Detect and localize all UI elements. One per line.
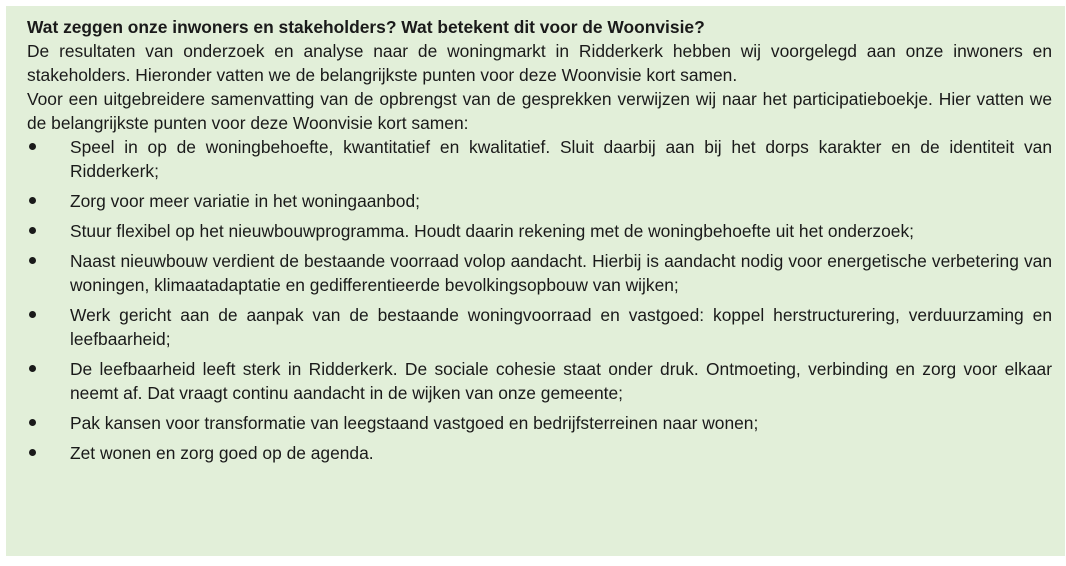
list-item-text: Stuur flexibel op het nieuwbouwprogramma. Houdt daarin rekening met de woningbehoefte uit het onderzoek; <box>70 221 914 241</box>
intro-paragraph: De resultaten van onderzoek en analyse naar de woningmarkt in Ridderkerk hebben wij voorgelegd aan onze inwoners en stakeholders. Hieronder vatten we de belangrijkste punten voor deze Woonvisie kort samen. <box>27 41 1052 85</box>
list-item <box>27 303 1052 351</box>
bullet-icon <box>29 227 36 234</box>
list-item-text: Werk gericht aan de aanpak van de bestaande woningvoorraad en vastgoed: koppel herstructurering, verduurzaming en leefbaarheid; <box>70 305 1052 349</box>
list-item-text: De leefbaarheid leeft sterk in Ridderkerk. De sociale cohesie staat onder druk. Ontmoeting, verbinding en zorg voor elkaar neemt af. Dat vraagt continu aandacht in de wijken van onze gemeente; <box>70 359 1052 403</box>
list-item <box>27 135 1052 183</box>
bullet-icon <box>29 197 36 204</box>
list-item-text: Zet wonen en zorg goed op de agenda. <box>70 443 374 463</box>
list-item <box>27 219 1052 243</box>
list-item <box>27 249 1052 297</box>
bullet-icon <box>29 419 36 426</box>
list-item <box>27 411 1052 435</box>
bullet-icon <box>29 365 36 372</box>
list-item <box>27 441 1052 465</box>
list-item <box>27 357 1052 405</box>
list-item-text: Naast nieuwbouw verdient de bestaande voorraad volop aandacht. Hierbij is aandacht nodig voor energetische verbetering van woningen, klimaatadaptatie en gedifferentieerde bevolkingsopbouw van wijken; <box>70 251 1052 295</box>
list-item-text: Zorg voor meer variatie in het woningaanbod; <box>70 191 420 211</box>
summary-box <box>6 6 1065 556</box>
bullet-icon <box>29 449 36 456</box>
bullet-icon <box>29 257 36 264</box>
bullet-icon <box>29 143 36 150</box>
list-item <box>27 189 1052 213</box>
list-item-text: Speel in op de woningbehoefte, kwantitatief en kwalitatief. Sluit daarbij aan bij het dorps karakter en de identiteit van Ridderkerk; <box>70 137 1052 181</box>
list-item-text: Pak kansen voor transformatie van leegstaand vastgoed en bedrijfsterreinen naar wonen; <box>70 413 759 433</box>
bullet-icon <box>29 311 36 318</box>
summary-paragraph: Voor een uitgebreidere samenvatting van de opbrengst van de gesprekken verwijzen wij naar het participatieboekje. Hier vatten we de belangrijkste punten voor deze Woonvisie kort samen: <box>27 89 1052 133</box>
bullet-list <box>27 135 1052 465</box>
box-heading: Wat zeggen onze inwoners en stakeholders? Wat betekent dit voor de Woonvisie? <box>27 17 705 37</box>
